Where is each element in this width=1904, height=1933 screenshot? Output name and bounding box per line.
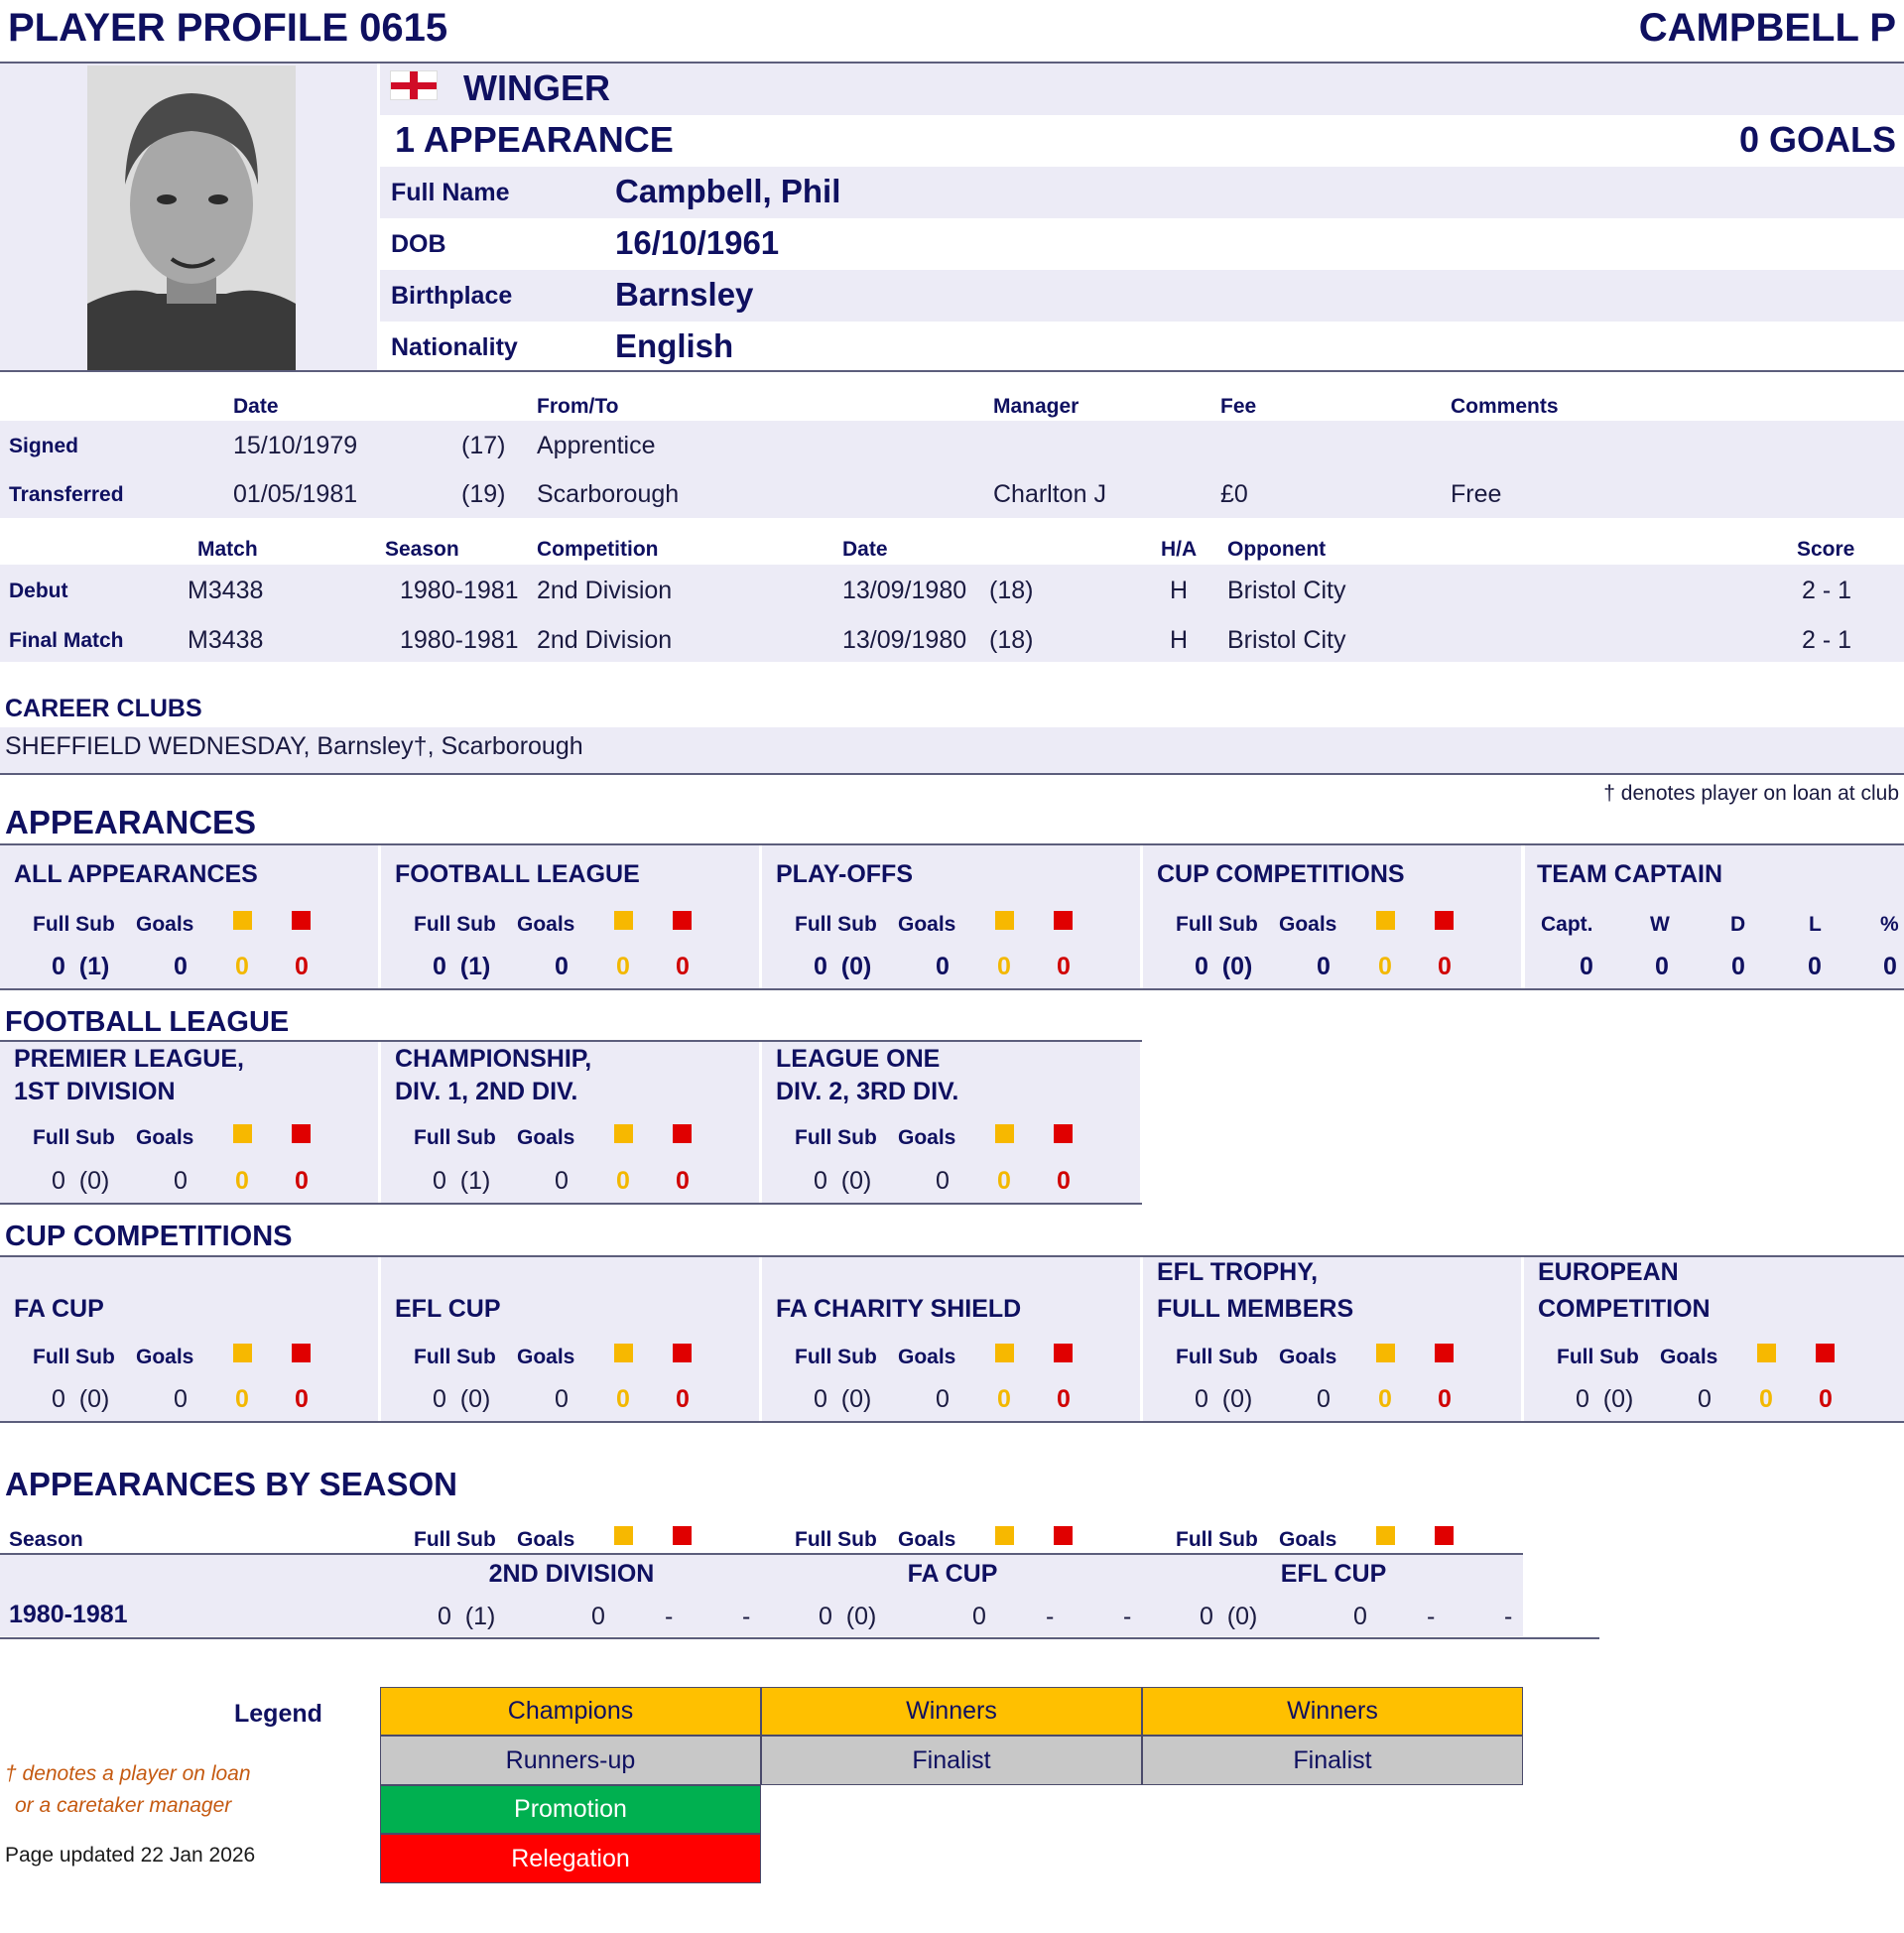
profile-divider — [0, 370, 1904, 372]
score-header: Score — [1797, 538, 1855, 561]
cup-yellow-value: 0 — [1759, 1385, 1773, 1413]
cup-fullsub-value: 0 (0) — [1576, 1385, 1634, 1413]
cup-yellow-value: 0 — [1378, 1385, 1392, 1413]
transferred-to: Scarborough — [537, 480, 680, 508]
captain-value-l: 0 — [1808, 953, 1822, 980]
transferred-label: Transferred — [9, 483, 124, 506]
appearance-yellow-card-icon — [1376, 911, 1395, 930]
transfers-comments-header: Comments — [1451, 395, 1559, 418]
league-block-title-line2: DIV. 2, 3RD DIV. — [776, 1078, 959, 1105]
final-date: 13/09/1980 — [842, 626, 967, 654]
cup-red-value: 0 — [1057, 1385, 1071, 1413]
signed-from: Apprentice — [537, 432, 656, 459]
league-red-value: 0 — [676, 1167, 690, 1195]
captain-header-l: L — [1809, 913, 1822, 936]
transferred-manager: Charlton J — [993, 480, 1106, 508]
birthplace-label: Birthplace — [391, 282, 513, 310]
player-photo — [87, 65, 296, 371]
league-block-title-line1: LEAGUE ONE — [776, 1045, 941, 1073]
final-ha: H — [1170, 626, 1189, 654]
transferred-comments: Free — [1451, 480, 1502, 508]
appearance-yellow-value: 0 — [616, 953, 630, 980]
cup-block-title-line1: EFL TROPHY, — [1157, 1258, 1319, 1286]
cup-fullsub-header: Full Sub — [33, 1346, 115, 1368]
match-header: Match — [197, 538, 258, 561]
cup-red-card-icon — [1054, 1344, 1073, 1362]
appearance-red-card-icon — [673, 911, 692, 930]
appearance-block-title: CUP COMPETITIONS — [1157, 860, 1405, 888]
captain-value-pct: 0 — [1883, 953, 1897, 980]
season-fullsub-header: Full Sub — [1176, 1528, 1258, 1551]
season-goals-header: Goals — [517, 1528, 575, 1551]
league-yellow-card-icon — [995, 1124, 1014, 1143]
appearances-total: 1 APPEARANCE — [395, 119, 674, 160]
season-goals-value: 0 — [591, 1603, 605, 1630]
league-goals-value: 0 — [555, 1167, 569, 1195]
captain-header-pct: % — [1880, 913, 1899, 936]
legend-relegation: Relegation — [380, 1834, 761, 1883]
season-goals-header: Goals — [898, 1528, 956, 1551]
cup-red-card-icon — [292, 1344, 311, 1362]
appearance-block-title: ALL APPEARANCES — [14, 860, 258, 888]
transfers-manager-header: Manager — [993, 395, 1079, 418]
league-red-card-icon — [1054, 1124, 1073, 1143]
legend-promotion: Promotion — [380, 1785, 761, 1834]
cup-fullsub-header: Full Sub — [795, 1346, 877, 1368]
appearance-red-value: 0 — [295, 953, 309, 980]
page-updated: Page updated 22 Jan 2026 — [5, 1844, 256, 1867]
match-date-header: Date — [842, 538, 888, 561]
season-red-value: - — [742, 1603, 751, 1630]
cup-red-value: 0 — [1438, 1385, 1452, 1413]
cup-yellow-value: 0 — [235, 1385, 249, 1413]
cup-fullsub-value: 0 (0) — [52, 1385, 110, 1413]
dob-value: 16/10/1961 — [615, 224, 780, 261]
final-competition: 2nd Division — [537, 626, 673, 654]
cup-goals-header: Goals — [898, 1346, 956, 1368]
final-match: M3438 — [188, 626, 264, 654]
appearance-fullsub-value: 0 (1) — [433, 953, 491, 980]
competition-header: Competition — [537, 538, 659, 561]
cup-red-card-icon — [673, 1344, 692, 1362]
league-goals-header: Goals — [898, 1126, 956, 1149]
legend-loan-note-1: † denotes a player on loan — [5, 1762, 251, 1785]
season-header: Season — [385, 538, 459, 561]
cup-goals-value: 0 — [174, 1385, 188, 1413]
legend-loan-note-2: or a caretaker manager — [15, 1794, 232, 1817]
debut-ha: H — [1170, 577, 1189, 604]
legend-champions: Champions — [380, 1687, 761, 1736]
appearance-red-card-icon — [1054, 911, 1073, 930]
debut-match: M3438 — [188, 577, 264, 604]
season-competition-name: EFL CUP — [1280, 1560, 1387, 1588]
signed-age: (17) — [461, 432, 506, 459]
season-yellow-value: - — [1046, 1603, 1055, 1630]
season-fullsub-header: Full Sub — [795, 1528, 877, 1551]
league-red-value: 0 — [295, 1167, 309, 1195]
cup-yellow-card-icon — [1757, 1344, 1776, 1362]
league-goals-header: Goals — [136, 1126, 194, 1149]
season-red-card-icon — [673, 1526, 692, 1545]
appearance-fullsub-header: Full Sub — [414, 913, 496, 936]
appearance-red-card-icon — [1435, 911, 1454, 930]
cup-yellow-card-icon — [614, 1344, 633, 1362]
cup-goals-value: 0 — [1317, 1385, 1331, 1413]
appearance-yellow-value: 0 — [997, 953, 1011, 980]
football-league-title: FOOTBALL LEAGUE — [5, 1006, 290, 1038]
debut-score: 2 - 1 — [1802, 577, 1852, 604]
appearance-yellow-value: 0 — [1378, 953, 1392, 980]
final-season: 1980-1981 — [400, 626, 519, 654]
cup-block-title-line2: FA CHARITY SHIELD — [776, 1295, 1022, 1323]
league-fullsub-value: 0 (1) — [433, 1167, 491, 1195]
season-red-value: - — [1504, 1603, 1513, 1630]
appearance-goals-header: Goals — [898, 913, 956, 936]
nationality-label: Nationality — [391, 333, 518, 361]
signed-date: 15/10/1979 — [233, 432, 358, 459]
legend-finalist-2: Finalist — [1142, 1736, 1523, 1785]
cup-fullsub-value: 0 (0) — [433, 1385, 491, 1413]
player-short-name: CAMPBELL P — [1638, 6, 1896, 50]
cup-fullsub-value: 0 (0) — [814, 1385, 872, 1413]
appearance-fullsub-value: 0 (0) — [814, 953, 872, 980]
cup-yellow-card-icon — [1376, 1344, 1395, 1362]
appearance-yellow-value: 0 — [235, 953, 249, 980]
season-fullsub-header: Full Sub — [414, 1528, 496, 1551]
season-row-label: 1980-1981 — [9, 1601, 128, 1628]
cup-yellow-card-icon — [233, 1344, 252, 1362]
career-clubs-list: SHEFFIELD WEDNESDAY, Barnsley†, Scarborough — [5, 732, 583, 760]
signed-label: Signed — [9, 435, 79, 457]
appearance-block-title: PLAY-OFFS — [776, 860, 913, 888]
league-yellow-card-icon — [614, 1124, 633, 1143]
league-block-title-line2: 1ST DIVISION — [14, 1078, 176, 1105]
captain-header-d: D — [1730, 913, 1746, 936]
cup-goals-header: Goals — [517, 1346, 575, 1368]
season-fullsub-value: 0 (0) — [1200, 1603, 1258, 1630]
dob-label: DOB — [391, 230, 446, 258]
captain-value-capt: 0 — [1580, 953, 1593, 980]
transferred-fee: £0 — [1220, 480, 1248, 508]
season-red-value: - — [1123, 1603, 1132, 1630]
debut-age: (18) — [989, 577, 1034, 604]
cup-goals-header: Goals — [136, 1346, 194, 1368]
league-goals-value: 0 — [174, 1167, 188, 1195]
career-clubs-title: CAREER CLUBS — [5, 695, 202, 722]
appearance-yellow-card-icon — [614, 911, 633, 930]
league-goals-value: 0 — [936, 1167, 950, 1195]
legend-finalist-1: Finalist — [761, 1736, 1142, 1785]
appearance-goals-value: 0 — [936, 953, 950, 980]
appearance-fullsub-header: Full Sub — [33, 913, 115, 936]
cup-competitions-title: CUP COMPETITIONS — [5, 1221, 293, 1252]
player-photo-icon — [87, 65, 296, 371]
appearance-red-value: 0 — [1438, 953, 1452, 980]
cup-yellow-value: 0 — [616, 1385, 630, 1413]
cup-fullsub-header: Full Sub — [1176, 1346, 1258, 1368]
cup-goals-header: Goals — [1660, 1346, 1718, 1368]
cup-block-title-line1: EUROPEAN — [1538, 1258, 1679, 1286]
season-yellow-card-icon — [995, 1526, 1014, 1545]
final-match-label: Final Match — [9, 629, 124, 652]
appearance-block-title: FOOTBALL LEAGUE — [395, 860, 640, 888]
season-goals-value: 0 — [972, 1603, 986, 1630]
appearance-goals-value: 0 — [1317, 953, 1331, 980]
cup-yellow-card-icon — [995, 1344, 1014, 1362]
loan-note: † denotes player on loan at club — [1603, 782, 1899, 805]
ha-header: H/A — [1161, 538, 1198, 561]
captain-header-capt: Capt. — [1541, 913, 1593, 936]
cup-red-card-icon — [1435, 1344, 1454, 1362]
league-block-title-line2: DIV. 1, 2ND DIV. — [395, 1078, 578, 1105]
league-yellow-value: 0 — [616, 1167, 630, 1195]
debut-season: 1980-1981 — [400, 577, 519, 604]
league-block-title-line1: PREMIER LEAGUE, — [14, 1045, 244, 1073]
season-yellow-card-icon — [614, 1526, 633, 1545]
cup-red-value: 0 — [676, 1385, 690, 1413]
cup-block-title-line2: FULL MEMBERS — [1157, 1295, 1354, 1323]
season-fullsub-value: 0 (1) — [438, 1603, 496, 1630]
legend-title: Legend — [234, 1700, 322, 1728]
appearance-fullsub-value: 0 (0) — [1195, 953, 1253, 980]
cup-red-value: 0 — [295, 1385, 309, 1413]
fullname-label: Full Name — [391, 179, 510, 206]
cup-red-value: 0 — [1819, 1385, 1833, 1413]
fullname-value: Campbell, Phil — [615, 173, 841, 209]
league-red-card-icon — [673, 1124, 692, 1143]
transferred-date: 01/05/1981 — [233, 480, 358, 508]
league-fullsub-header: Full Sub — [33, 1126, 115, 1149]
league-fullsub-header: Full Sub — [414, 1126, 496, 1149]
cup-block-title-line2: EFL CUP — [395, 1295, 501, 1323]
transfers-fromto-header: From/To — [537, 395, 619, 418]
final-opponent: Bristol City — [1227, 626, 1346, 654]
cup-goals-value: 0 — [936, 1385, 950, 1413]
season-yellow-value: - — [1427, 1603, 1436, 1630]
appearance-red-value: 0 — [1057, 953, 1071, 980]
captain-value-w: 0 — [1655, 953, 1669, 980]
player-position: WINGER — [463, 67, 610, 108]
league-yellow-value: 0 — [997, 1167, 1011, 1195]
league-goals-header: Goals — [517, 1126, 575, 1149]
appearance-goals-header: Goals — [1279, 913, 1337, 936]
appearance-fullsub-header: Full Sub — [795, 913, 877, 936]
cup-fullsub-value: 0 (0) — [1195, 1385, 1253, 1413]
transfers-date-header: Date — [233, 395, 279, 418]
transferred-age: (19) — [461, 480, 506, 508]
season-yellow-value: - — [665, 1603, 674, 1630]
season-red-card-icon — [1054, 1526, 1073, 1545]
league-yellow-card-icon — [233, 1124, 252, 1143]
appearance-fullsub-header: Full Sub — [1176, 913, 1258, 936]
debut-date: 13/09/1980 — [842, 577, 967, 604]
cup-goals-value: 0 — [1698, 1385, 1712, 1413]
appearance-goals-header: Goals — [136, 913, 194, 936]
league-yellow-value: 0 — [235, 1167, 249, 1195]
final-score: 2 - 1 — [1802, 626, 1852, 654]
season-competition-name: 2ND DIVISION — [488, 1560, 655, 1588]
league-red-card-icon — [292, 1124, 311, 1143]
captain-header-w: W — [1650, 913, 1670, 936]
cup-yellow-value: 0 — [997, 1385, 1011, 1413]
debut-opponent: Bristol City — [1227, 577, 1346, 604]
appearance-yellow-card-icon — [995, 911, 1014, 930]
season-fullsub-value: 0 (0) — [819, 1603, 877, 1630]
season-competition-name: FA CUP — [907, 1560, 998, 1588]
league-fullsub-value: 0 (0) — [52, 1167, 110, 1195]
by-season-title: APPEARANCES BY SEASON — [5, 1466, 457, 1502]
final-age: (18) — [989, 626, 1034, 654]
appearance-goals-header: Goals — [517, 913, 575, 936]
league-fullsub-header: Full Sub — [795, 1126, 877, 1149]
nationality-value: English — [615, 327, 734, 364]
season-goals-header: Goals — [1279, 1528, 1337, 1551]
birthplace-value: Barnsley — [615, 276, 754, 313]
appearance-red-value: 0 — [676, 953, 690, 980]
page-title: PLAYER PROFILE 0615 — [8, 6, 448, 50]
legend-winners-1: Winners — [761, 1687, 1142, 1736]
cup-goals-value: 0 — [555, 1385, 569, 1413]
league-block-title-line1: CHAMPIONSHIP, — [395, 1045, 592, 1073]
appearance-yellow-card-icon — [233, 911, 252, 930]
season-red-card-icon — [1435, 1526, 1454, 1545]
legend-winners-2: Winners — [1142, 1687, 1523, 1736]
goals-total: 0 GOALS — [1738, 119, 1896, 160]
cup-fullsub-header: Full Sub — [1557, 1346, 1639, 1368]
england-flag-icon — [390, 70, 438, 100]
cup-red-card-icon — [1816, 1344, 1835, 1362]
season-yellow-card-icon — [1376, 1526, 1395, 1545]
cup-block-title-line2: FA CUP — [14, 1295, 104, 1323]
team-captain-title: TEAM CAPTAIN — [1537, 860, 1723, 888]
appearance-red-card-icon — [292, 911, 311, 930]
cup-goals-header: Goals — [1279, 1346, 1337, 1368]
appearances-title: APPEARANCES — [5, 804, 257, 840]
debut-competition: 2nd Division — [537, 577, 673, 604]
appearance-fullsub-value: 0 (1) — [52, 953, 110, 980]
cup-fullsub-header: Full Sub — [414, 1346, 496, 1368]
debut-label: Debut — [9, 580, 68, 602]
league-red-value: 0 — [1057, 1167, 1071, 1195]
appearance-goals-value: 0 — [174, 953, 188, 980]
legend-runners-up: Runners-up — [380, 1736, 761, 1785]
season-column-label: Season — [9, 1528, 83, 1551]
cup-block-title-line2: COMPETITION — [1538, 1295, 1711, 1323]
transfers-fee-header: Fee — [1220, 395, 1257, 418]
opponent-header: Opponent — [1227, 538, 1327, 561]
captain-value-d: 0 — [1731, 953, 1745, 980]
league-fullsub-value: 0 (0) — [814, 1167, 872, 1195]
season-goals-value: 0 — [1353, 1603, 1367, 1630]
appearance-goals-value: 0 — [555, 953, 569, 980]
